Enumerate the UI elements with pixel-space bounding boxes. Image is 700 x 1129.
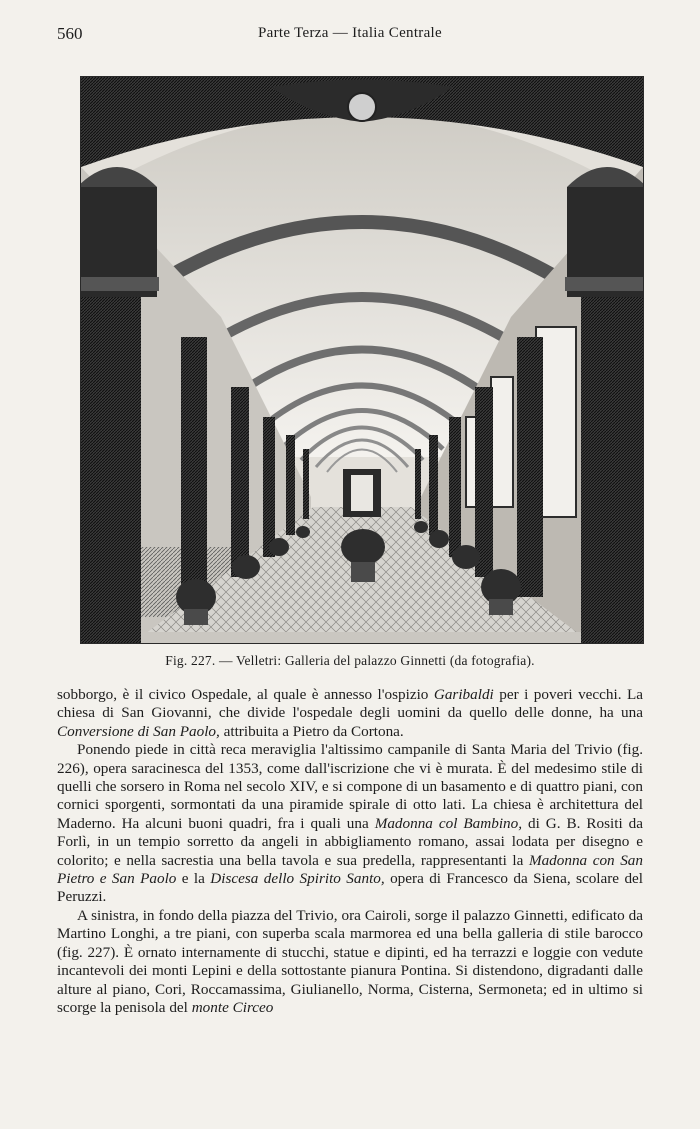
- text-run: attribuita a Pietro da Cortona.: [219, 722, 404, 740]
- gallery-engraving: [80, 76, 644, 644]
- text-run: di G. B. Rositi da Forlì, in un tempio sorretto da angeli in abbigliamento romano, assai lodata per disegno e colorito; e nella sacrestia una bella tavola e sua predella, rappresentanti la: [57, 814, 643, 869]
- paragraph: [57, 686, 643, 741]
- text-run: sobborgo, è il civico Ospedale, al quale è annesso l'ospizio: [57, 686, 434, 703]
- text-run: A sinistra, in fondo della piazza del Trivio, ora Cairoli, sorge il palazzo Ginnetti, edificato da Martino Longhi, a tre piani, con superba scala marmorea ed una bella galleria di stile barocco (fig. 227). È ornato internamente di stucchi, statue e dipinti, ed ha terrazzi e loggie con vedute incantevoli dei monti Lepini e della sottostante pianura Pontina. Si distendono, digradanti dalle alture al piano, Cori, Roccamassima, Giulianello, Norma, Cisterna, Sermoneta; ed in ultimo si scorge la penisola del: [57, 906, 643, 1016]
- italic-text: monte Circeo: [191, 998, 274, 1016]
- page-header: [57, 24, 643, 46]
- gallery-illustration: [81, 77, 643, 643]
- text-run: e la: [176, 870, 211, 888]
- text-run: opera di Francesco da Siena, scolare del Peruzzi.: [57, 870, 644, 906]
- paragraph: [57, 907, 643, 1017]
- page-number: 560: [57, 24, 83, 43]
- italic-text: Madonna col Bambino,: [374, 814, 523, 832]
- italic-text: Discesa dello Spirito Santo,: [210, 870, 385, 888]
- italic-text: Madonna con San Pietro e San Paolo: [57, 851, 643, 888]
- body-text: [57, 686, 643, 1017]
- text-run: Ponendo piede in città reca meraviglia l'altissimo campanile di Santa Maria del Trivio (fig. 226), opera saracinesca del 1353, come dall'iscrizione che vi è murata. È del medesimo stile di quelli che sorsero in Roma nel secolo XIV, e si compone di un basamento e di quattro piani, con cornici sporgenti, sormontati da una piramide spirale di otto lati. La chiesa è architettura del Maderno. Ha alcuni buoni quadri, fra i quali una: [57, 741, 643, 832]
- paragraph: [57, 741, 643, 907]
- figure-caption: Fig. 227. — Velletri: Galleria del palazzo Ginnetti (da fotografia).: [165, 653, 535, 668]
- italic-text: Garibaldi: [433, 686, 494, 703]
- text-run: per i poveri vecchi. La chiesa di San Giovanni, che divide l'ospedale degli uomini da quello delle donne, ha una: [57, 686, 643, 722]
- italic-text: Conversione di San Paolo,: [57, 722, 220, 740]
- running-head: Parte Terza — Italia Centrale: [258, 25, 442, 41]
